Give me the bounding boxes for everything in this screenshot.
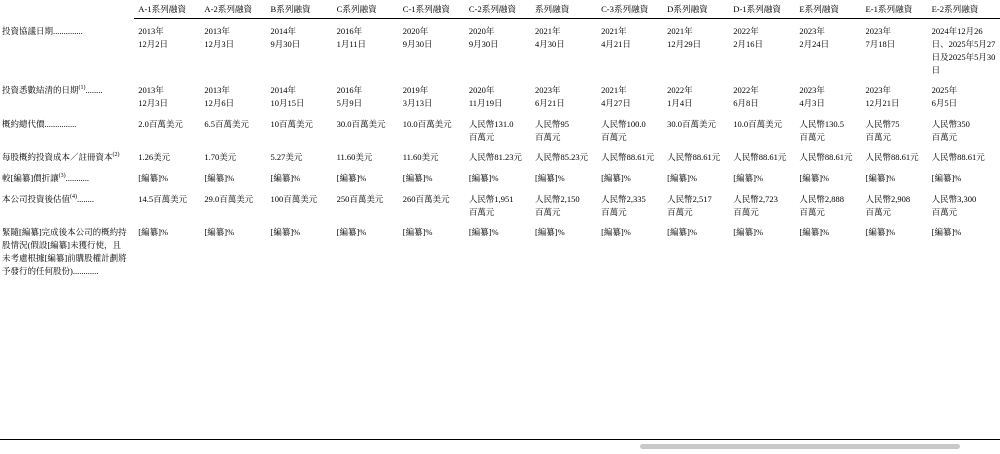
column-header-e2: E-2系列融資 bbox=[928, 0, 1000, 19]
leader-dots: ............... bbox=[44, 118, 77, 129]
table-cell: 人民幣130.5 百萬元 bbox=[799, 118, 845, 142]
table-cell: 人民幣350 百萬元 bbox=[931, 118, 970, 142]
column-header-d1: D-1系列融資 bbox=[729, 0, 795, 19]
table-cell: [編纂]% bbox=[931, 227, 962, 238]
table-cell: 人民幣88.61元 bbox=[733, 152, 787, 163]
table-cell: [編纂]% bbox=[931, 173, 962, 184]
column-header-c: C系列融資 bbox=[333, 0, 399, 19]
table-row bbox=[0, 19, 1000, 79]
table-cell: 29.0百萬美元 bbox=[204, 193, 254, 204]
table-cell: [編纂]% bbox=[865, 173, 896, 184]
table-cell: [編纂]% bbox=[667, 173, 697, 184]
table-cell: [編纂]% bbox=[534, 227, 565, 238]
table-cell: 100百萬美元 bbox=[270, 193, 318, 204]
table-cell: [編纂]% bbox=[601, 173, 631, 184]
table-cell: 2020年 11月19日 bbox=[468, 85, 503, 109]
table-body bbox=[0, 19, 1000, 280]
footnote-marker: (3) bbox=[58, 173, 66, 180]
table-cell: 11.60美元 bbox=[336, 152, 373, 163]
table-cell: [編纂]% bbox=[270, 173, 301, 184]
table-cell: 2014年 10月15日 bbox=[270, 85, 305, 109]
row-label: 本公司投資後估值$^{(4)}$........ bbox=[2, 193, 95, 204]
leader-dots: .............. bbox=[53, 25, 83, 36]
table-cell: 人民幣2,335 百萬元 bbox=[601, 193, 646, 217]
table-cell: [編纂]% bbox=[799, 173, 830, 184]
footer-divider bbox=[0, 439, 1000, 440]
table-cell: 2022年 6月8日 bbox=[733, 85, 759, 109]
leader-dots: ........ bbox=[85, 85, 103, 96]
column-header-a1: A-1系列融資 bbox=[134, 0, 200, 19]
table-cell: 2014年 9月30日 bbox=[270, 26, 301, 50]
table-cell: 人民幣85.23元 bbox=[534, 152, 589, 163]
table-cell: 2023年 12月21日 bbox=[865, 85, 900, 109]
table-cell: [編纂]% bbox=[733, 227, 764, 238]
table-row bbox=[0, 145, 1000, 166]
table-cell: [編纂]% bbox=[270, 227, 301, 238]
row-label: 投資悉數結清的日期$^{(1)}$........ bbox=[2, 85, 103, 96]
table-cell: 2016年 1月11日 bbox=[336, 26, 367, 50]
table-cell: [編纂]% bbox=[402, 227, 433, 238]
table-cell: [編纂]% bbox=[468, 227, 499, 238]
table-cell: 人民幣88.61元 bbox=[865, 152, 919, 163]
table-cell: 2023年 7月18日 bbox=[865, 26, 896, 50]
leader-dots: ........ bbox=[77, 193, 95, 204]
table-cell: 2023年 4月3日 bbox=[799, 85, 825, 109]
column-header-d: D系列融資 bbox=[663, 0, 729, 19]
table-cell: 2013年 12月2日 bbox=[138, 26, 169, 50]
column-header-e1: E-1系列融資 bbox=[862, 0, 928, 19]
table-cell: 人民幣2,908 百萬元 bbox=[865, 193, 911, 217]
horizontal-scrollbar[interactable] bbox=[640, 444, 960, 449]
table-cell: 2025年 6月5日 bbox=[931, 85, 958, 109]
row-label: 概約總代價............... bbox=[2, 118, 77, 129]
table-cell: 6.5百萬美元 bbox=[204, 118, 250, 129]
table-cell: [編纂]% bbox=[667, 227, 697, 238]
table-cell: 10.0百萬美元 bbox=[733, 118, 783, 129]
column-header-c1: C-1系列融資 bbox=[399, 0, 465, 19]
table-cell: [編纂]% bbox=[468, 173, 499, 184]
table-row bbox=[0, 78, 1000, 112]
table-cell: 2021年 4月27日 bbox=[601, 85, 631, 109]
table-cell: 2020年 9月30日 bbox=[468, 26, 499, 50]
footnote-marker: (1) bbox=[78, 85, 86, 92]
table-cell: 30.0百萬美元 bbox=[336, 118, 386, 129]
table-cell: [編纂]% bbox=[601, 227, 631, 238]
table-cell: 2019年 3月13日 bbox=[402, 85, 433, 109]
table-cell: 2013年 12月6日 bbox=[204, 85, 235, 109]
table-header bbox=[0, 0, 1000, 19]
table-cell: 人民幣88.61元 bbox=[601, 152, 655, 163]
table-cell: 人民幣131.0 百萬元 bbox=[468, 118, 514, 142]
leader-dots: ........... bbox=[65, 173, 90, 184]
table-row bbox=[0, 166, 1000, 187]
table-cell: [編纂]% bbox=[865, 227, 896, 238]
table-cell: 人民幣2,888 百萬元 bbox=[799, 193, 845, 217]
column-header-series: 系列融資 bbox=[531, 0, 597, 19]
table-cell: 10.0百萬美元 bbox=[402, 118, 452, 129]
column-header-c2: C-2系列融資 bbox=[465, 0, 531, 19]
table-row bbox=[0, 112, 1000, 146]
row-label: 投資協議日期.............. bbox=[2, 25, 83, 36]
table-cell: 2022年 1月4日 bbox=[667, 85, 693, 109]
table-cell: 人民幣3,300 百萬元 bbox=[931, 193, 977, 217]
column-header-b: B系列融資 bbox=[267, 0, 333, 19]
table-cell: 2022年 2月16日 bbox=[733, 26, 764, 50]
table-cell: 2024年12月26日、2025年5月27日及2025年5月30日 bbox=[931, 26, 996, 75]
table-cell: [編纂]% bbox=[336, 173, 367, 184]
row-label: 較[編纂]價折讓$^{(3)}$........... bbox=[2, 173, 90, 184]
table-cell: 人民幣2,723 百萬元 bbox=[733, 193, 778, 217]
table-cell: 人民幣1,951 百萬元 bbox=[468, 193, 514, 217]
table-cell: [編纂]% bbox=[138, 227, 169, 238]
table-cell: 人民幣81.23元 bbox=[468, 152, 522, 163]
table-cell: 260百萬美元 bbox=[402, 193, 450, 204]
table-cell: 2013年 12月3日 bbox=[204, 26, 235, 50]
row-label: 每股概約投資成本／註冊資本$^{(2)}$ bbox=[2, 152, 120, 163]
table-cell: 人民幣2,150 百萬元 bbox=[534, 193, 580, 217]
table-cell: 2013年 12月3日 bbox=[138, 85, 169, 109]
table-cell: 人民幣2,517 百萬元 bbox=[667, 193, 712, 217]
table-cell: 人民幣95 百萬元 bbox=[534, 118, 569, 142]
table-cell: 2.0百萬美元 bbox=[138, 118, 183, 129]
footnote-marker: (4) bbox=[70, 194, 78, 201]
table-cell: 2021年 12月29日 bbox=[667, 26, 702, 50]
table-cell: 30.0百萬美元 bbox=[667, 118, 717, 129]
table-cell: [編纂]% bbox=[204, 173, 235, 184]
table-cell: 2016年 5月9日 bbox=[336, 85, 363, 109]
leader-dots: ............ bbox=[72, 265, 99, 276]
table-cell: 人民幣88.61元 bbox=[667, 152, 721, 163]
footnote-marker: (2) bbox=[112, 152, 120, 159]
table-cell: 10百萬美元 bbox=[270, 118, 314, 129]
table-cell: 5.27美元 bbox=[270, 152, 303, 163]
column-header-blank bbox=[0, 0, 134, 19]
table-row bbox=[0, 220, 1000, 279]
table-cell: 11.60美元 bbox=[402, 152, 439, 163]
table-cell: 1.26美元 bbox=[138, 152, 171, 163]
column-header-e: E系列融資 bbox=[795, 0, 861, 19]
column-header-c3: C-3系列融資 bbox=[597, 0, 663, 19]
table-cell: 2023年 2月24日 bbox=[799, 26, 830, 50]
row-label: 緊隨[編纂]完成後本公司的概約持股情況(假設[編纂]未獲行使，且未考慮根據[編纂]前購股權計劃將予發行的任何股份)............ bbox=[2, 227, 127, 276]
table-cell: 2021年 4月30日 bbox=[534, 26, 565, 50]
table-cell: 人民幣88.61元 bbox=[931, 152, 985, 163]
table-row bbox=[0, 187, 1000, 221]
table-cell: [編纂]% bbox=[402, 173, 433, 184]
table-cell: [編纂]% bbox=[336, 227, 367, 238]
table-cell: 人民幣75 百萬元 bbox=[865, 118, 900, 142]
table-cell: 1.70美元 bbox=[204, 152, 237, 163]
table-cell: [編纂]% bbox=[733, 173, 764, 184]
table-cell: 人民幣88.61元 bbox=[799, 152, 853, 163]
table-cell: 人民幣100.0 百萬元 bbox=[601, 118, 646, 142]
table-cell: 250百萬美元 bbox=[336, 193, 384, 204]
column-header-a2: A-2系列融資 bbox=[200, 0, 266, 19]
table-cell: 14.5百萬美元 bbox=[138, 193, 188, 204]
table-cell: 2021年 4月21日 bbox=[601, 26, 631, 50]
table-cell: [編纂]% bbox=[204, 227, 235, 238]
table-cell: [編纂]% bbox=[138, 173, 169, 184]
table-cell: [編纂]% bbox=[534, 173, 565, 184]
table-cell: [編纂]% bbox=[799, 227, 830, 238]
table-cell: 2020年 9月30日 bbox=[402, 26, 433, 50]
table-cell: 2023年 6月21日 bbox=[534, 85, 565, 109]
